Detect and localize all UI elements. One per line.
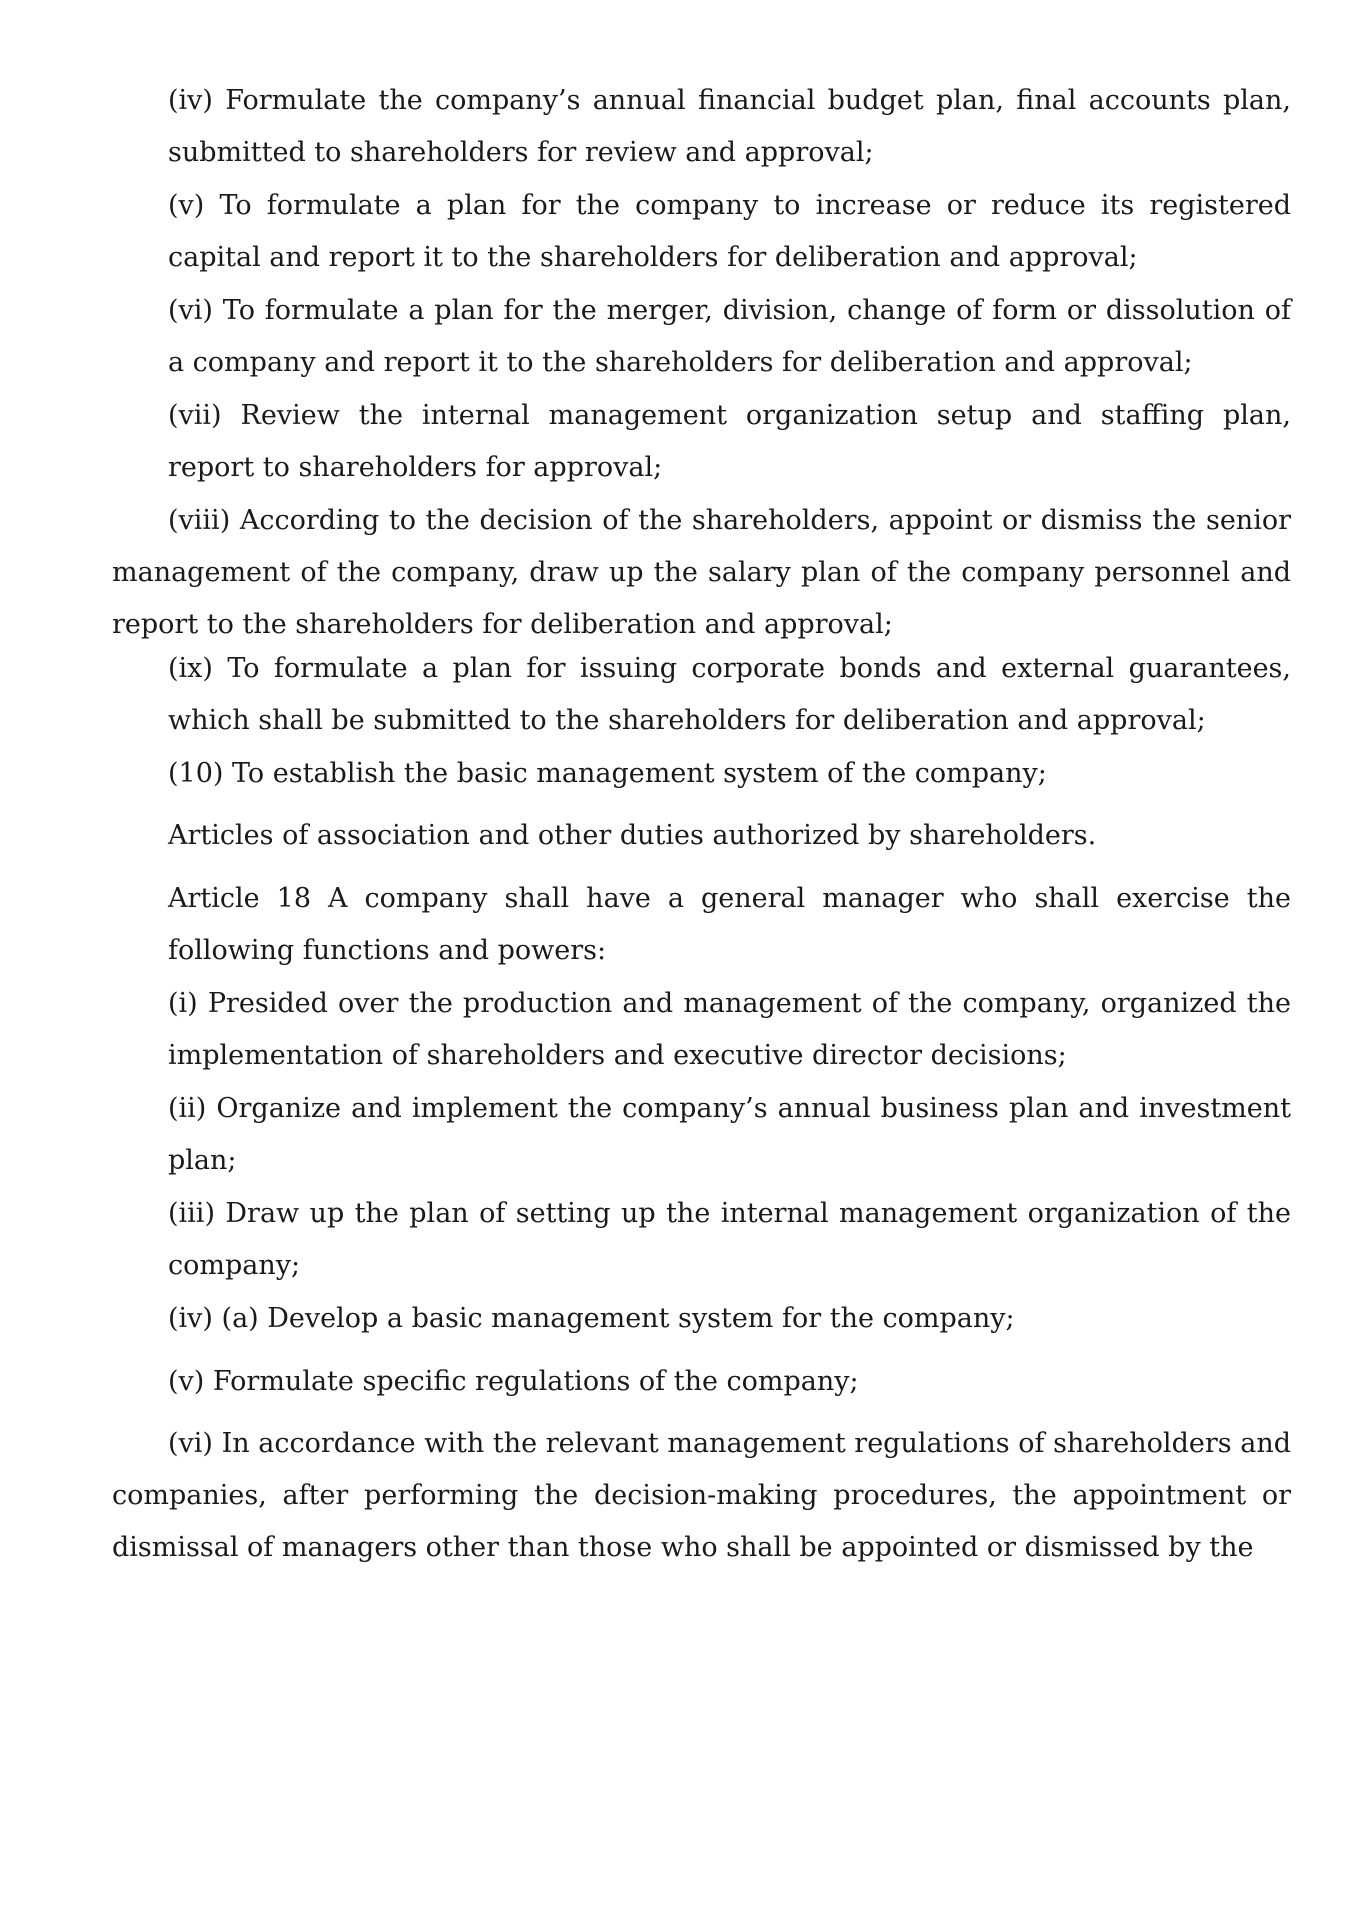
paragraph-vi-merger: (vi) To formulate a plan for the merger, division, change of form or dissolution of a company and report it to the shareholders for deliberation and approval; [168,295,1291,378]
paragraph-iv-budget: (iv) Formulate the company’s annual financial budget plan, final accounts plan, submitted to shareholders for review and approval; [168,85,1291,168]
paragraph-iv-basic-system: (iv) (a) Develop a basic management system for the company; [168,1303,1015,1334]
paragraph-i-presided: (i) Presided over the production and management of the company, organized the implementation of shareholders and executive director decisions; [168,988,1291,1071]
paragraph-ii-business-plan: (ii) Organize and implement the company’s annual business plan and investment plan; [168,1093,1291,1176]
paragraph-ix-bonds: (ix) To formulate a plan for issuing corporate bonds and external guarantees, which shall be submitted to the shareholders for deliberation and approval; [168,653,1291,736]
paragraph-articles: Articles of association and other duties authorized by shareholders. [168,820,1097,851]
paragraph-v-capital: (v) To formulate a plan for the company to increase or reduce its registered capital and report it to the shareholders for deliberation and approval; [168,190,1291,273]
paragraph-iii-internal-org: (iii) Draw up the plan of setting up the internal management organization of the company; [168,1198,1291,1281]
paragraph-vii-organization: (vii) Review the internal management organization setup and staffing plan, report to shareholders for approval; [168,400,1291,483]
paragraph-vi-appointment: (vi) In accordance with the relevant management regulations of shareholders and companies, after performing the decision-making procedures, the appointment or dismissal of managers other than those who shall be appointed or dismissed by the [112,1428,1291,1563]
paragraph-viii-management: (viii) According to the decision of the shareholders, appoint or dismiss the senior management of the company, draw up the salary plan of the company personnel and report to the shareholders for deliberation and approval; [112,505,1291,640]
paragraph-v-regulations: (v) Formulate specific regulations of the company; [168,1366,859,1397]
paragraph-article-18: Article 18 A company shall have a general manager who shall exercise the following functions and powers: [168,883,1291,966]
paragraph-10-system: (10) To establish the basic management system of the company; [168,758,1047,789]
